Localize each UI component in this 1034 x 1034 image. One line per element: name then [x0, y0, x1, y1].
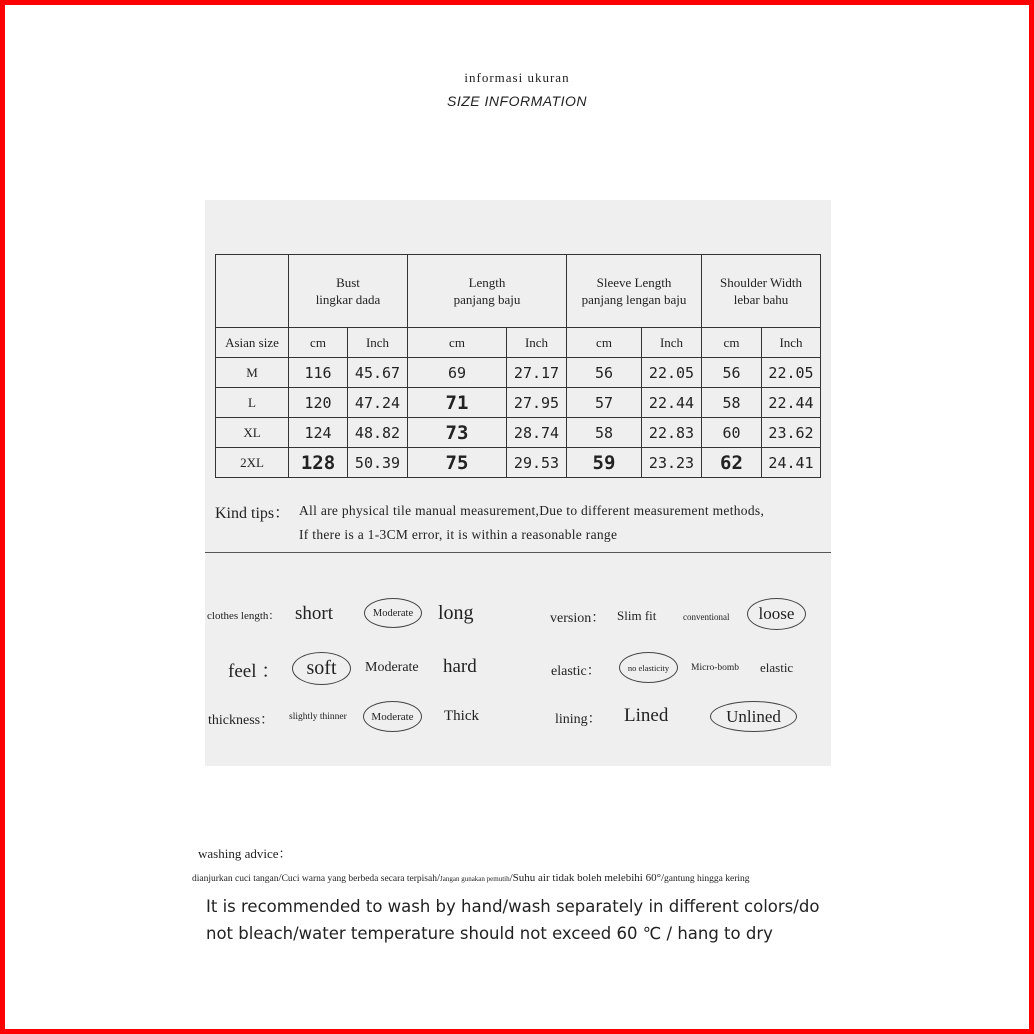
clothes-length-short: short	[295, 603, 333, 624]
table-units-row	[216, 328, 821, 358]
version-conventional: conventional	[683, 612, 730, 622]
table-row	[216, 388, 821, 418]
table-row	[216, 448, 821, 478]
sleeve-cm-cell: 56	[567, 358, 642, 388]
length-cm-cell: 69	[408, 358, 507, 388]
shoulder-cm-cell: 62	[702, 448, 762, 478]
lining-lined: Lined	[624, 705, 669, 726]
sleeve-cm-cell: 57	[567, 388, 642, 418]
clothes-length-moderate-selected: Moderate	[364, 598, 422, 628]
shoulder-cm-cell: 60	[702, 418, 762, 448]
unit-cell: cm	[702, 328, 762, 358]
unit-cell: cm	[289, 328, 348, 358]
version-slim-fit: Slim fit	[617, 608, 657, 623]
washing-advice-english: It is recommended to wash by hand/wash separately in different colors/do not bleach/water temperature should not exceed 60 ℃ / hang to dry	[206, 897, 820, 943]
sleeve-cm-cell: 59	[567, 448, 642, 478]
sleeve-cm-cell: 58	[567, 418, 642, 448]
length-inch-cell: 29.53	[507, 448, 567, 478]
length-cm-cell: 73	[408, 418, 507, 448]
size-cell: 2XL	[216, 448, 289, 478]
bust-inch-cell: 47.24	[348, 388, 408, 418]
sleeve-inch-cell: 22.83	[642, 418, 702, 448]
unit-cell: Inch	[642, 328, 702, 358]
thickness-label: thickness：	[208, 713, 275, 728]
sleeve-inch-cell: 22.05	[642, 358, 702, 388]
lining-label: lining：	[555, 712, 602, 727]
kind-tips-line2: If there is a 1-3CM error, it is within a reasonable range	[299, 527, 618, 542]
shoulder-inch-cell: 22.05	[762, 358, 821, 388]
feel-moderate: Moderate	[365, 660, 419, 675]
feel-hard: hard	[443, 656, 477, 677]
bust-cm-cell: 120	[289, 388, 348, 418]
thickness-moderate-selected: Moderate	[363, 701, 422, 732]
elastic-label: elastic：	[551, 664, 601, 679]
unit-cell: Inch	[348, 328, 408, 358]
clothes-length-label: clothes length：	[207, 610, 280, 622]
kind-tips-line1: All are physical tile manual measurement,Due to different measurement methods,	[299, 503, 765, 518]
elastic-elastic: elastic	[760, 660, 794, 675]
thickness-thick: Thick	[444, 708, 479, 724]
feel-soft-selected: soft	[292, 652, 351, 685]
length-inch-cell: 27.17	[507, 358, 567, 388]
thickness-slightly-thinner: slightly thinner	[289, 712, 347, 722]
length-cm-cell: 71	[408, 388, 507, 418]
sleeve-inch-cell: 22.44	[642, 388, 702, 418]
size-cell: XL	[216, 418, 289, 448]
bust-inch-cell: 48.82	[348, 418, 408, 448]
clothes-length-long: long	[438, 602, 474, 624]
table-row	[216, 418, 821, 448]
header-sleeve-length: Sleeve Length panjang lengan baju	[567, 255, 702, 328]
kind-tips-label: Kind tips：	[215, 505, 291, 522]
washing-advice-indonesian: dianjurkan cuci tangan/Cuci warna yang berbeda secara terpisah/Jangan gunakan pemutih/Suhu air tidak boleh melebihi 60°/gantung hingga kering	[192, 872, 750, 884]
length-inch-cell: 28.74	[507, 418, 567, 448]
size-table	[215, 254, 821, 478]
lining-unlined-selected: Unlined	[710, 701, 797, 732]
header-shoulder-width: Shoulder Width lebar bahu	[702, 255, 821, 328]
shoulder-inch-cell: 23.62	[762, 418, 821, 448]
unit-cell: Inch	[507, 328, 567, 358]
shoulder-cm-cell: 58	[702, 388, 762, 418]
unit-cell: Inch	[762, 328, 821, 358]
bust-inch-cell: 45.67	[348, 358, 408, 388]
title-english: SIZE INFORMATION	[447, 93, 587, 109]
table-row	[216, 358, 821, 388]
header-empty-cell	[216, 255, 289, 328]
section-divider	[205, 552, 831, 553]
title-indonesian: informasi ukuran	[464, 70, 570, 85]
table-header-row	[216, 255, 821, 328]
bust-cm-cell: 128	[289, 448, 348, 478]
bust-cm-cell: 116	[289, 358, 348, 388]
sleeve-inch-cell: 23.23	[642, 448, 702, 478]
unit-cell: cm	[408, 328, 507, 358]
shoulder-inch-cell: 24.41	[762, 448, 821, 478]
shoulder-cm-cell: 56	[702, 358, 762, 388]
size-column-header: Asian size	[216, 328, 289, 358]
version-loose-selected: loose	[747, 598, 806, 630]
unit-cell: cm	[567, 328, 642, 358]
version-label: version：	[550, 611, 606, 626]
shoulder-inch-cell: 22.44	[762, 388, 821, 418]
header-length: Length panjang baju	[408, 255, 567, 328]
elastic-none-selected: no elasticity	[619, 652, 678, 683]
size-cell: M	[216, 358, 289, 388]
washing-advice-label: washing advice：	[198, 846, 292, 861]
length-inch-cell: 27.95	[507, 388, 567, 418]
bust-inch-cell: 50.39	[348, 448, 408, 478]
feel-label: feel ：	[228, 661, 281, 682]
elastic-micro-bomb: Micro-bomb	[691, 663, 740, 673]
length-cm-cell: 75	[408, 448, 507, 478]
header-bust: Bust lingkar dada	[289, 255, 408, 328]
size-cell: L	[216, 388, 289, 418]
bust-cm-cell: 124	[289, 418, 348, 448]
